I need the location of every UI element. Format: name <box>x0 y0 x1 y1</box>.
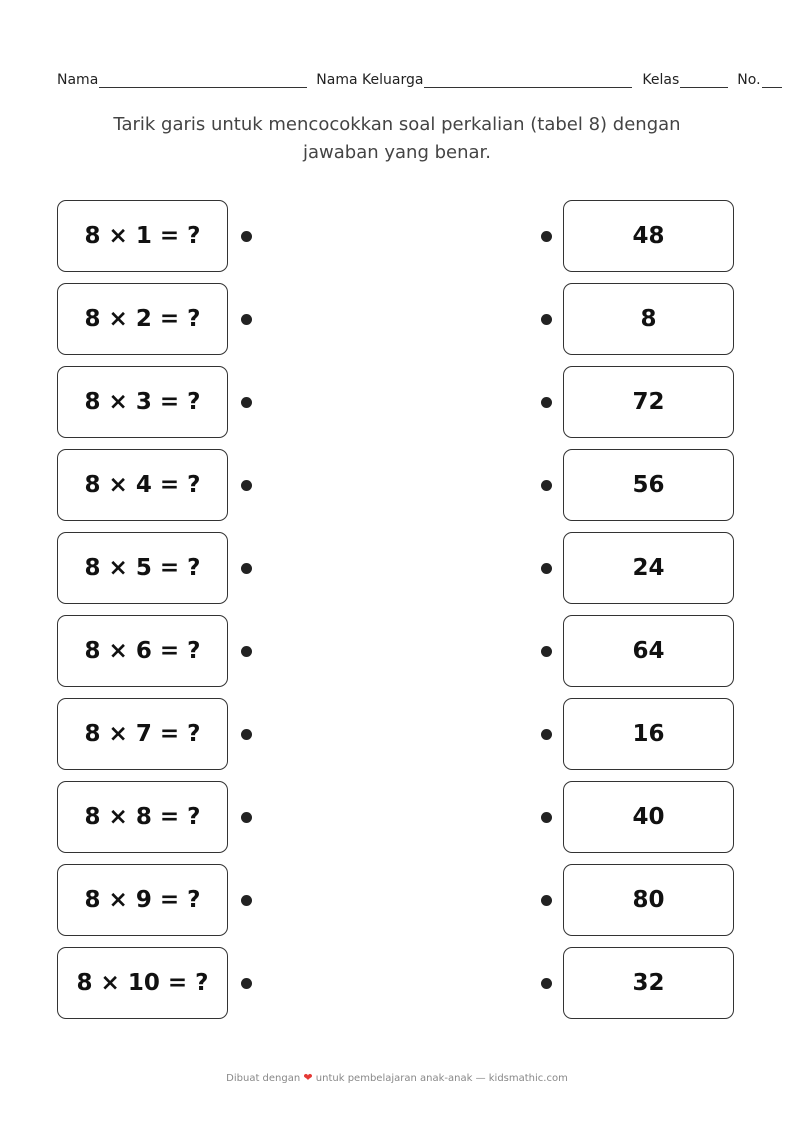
question-box: 8 × 4 = ? <box>57 449 228 521</box>
question-dot[interactable] <box>241 812 252 823</box>
answer-dot[interactable] <box>541 895 552 906</box>
answer-dot[interactable] <box>541 231 552 242</box>
question-box: 8 × 10 = ? <box>57 947 228 1019</box>
answer-dot[interactable] <box>541 646 552 657</box>
class-line[interactable] <box>680 73 728 88</box>
footer <box>0 1071 794 1084</box>
answer-box: 48 <box>563 200 734 272</box>
answer-dot[interactable] <box>541 812 552 823</box>
question-dot[interactable] <box>241 729 252 740</box>
instructions-line-1: Tarik garis untuk mencocokkan soal perkalian (tabel 8) dengan <box>113 114 681 135</box>
question-box: 8 × 9 = ? <box>57 864 228 936</box>
question-dot[interactable] <box>241 397 252 408</box>
answer-box: 8 <box>563 283 734 355</box>
footer-text-after: untuk pembelajaran anak-anak — kidsmathic.com <box>315 1073 568 1084</box>
class-field[interactable] <box>642 72 728 88</box>
question-dot[interactable] <box>241 978 252 989</box>
answer-dot[interactable] <box>541 563 552 574</box>
questions-column <box>57 200 228 1030</box>
question-dot[interactable] <box>241 895 252 906</box>
instructions <box>80 111 714 167</box>
family-name-line[interactable] <box>424 73 632 88</box>
number-field[interactable] <box>737 72 781 88</box>
student-info-header <box>57 66 794 88</box>
question-dot[interactable] <box>241 314 252 325</box>
number-label: No. <box>737 72 761 88</box>
question-box: 8 × 3 = ? <box>57 366 228 438</box>
answer-dot[interactable] <box>541 397 552 408</box>
answer-dot[interactable] <box>541 314 552 325</box>
name-label: Nama <box>57 72 99 88</box>
footer-text-before: Dibuat dengan <box>226 1073 301 1084</box>
name-field[interactable] <box>57 72 307 88</box>
instructions-line-2: jawaban yang benar. <box>302 142 491 163</box>
question-dot[interactable] <box>241 563 252 574</box>
answer-box: 40 <box>563 781 734 853</box>
family-name-field[interactable] <box>316 72 632 88</box>
answer-dot[interactable] <box>541 480 552 491</box>
answer-dot[interactable] <box>541 978 552 989</box>
answer-box: 16 <box>563 698 734 770</box>
answer-box: 72 <box>563 366 734 438</box>
answer-box: 56 <box>563 449 734 521</box>
question-dot[interactable] <box>241 646 252 657</box>
question-box: 8 × 6 = ? <box>57 615 228 687</box>
answer-box: 32 <box>563 947 734 1019</box>
question-dot[interactable] <box>241 231 252 242</box>
answer-box: 80 <box>563 864 734 936</box>
answer-dot[interactable] <box>541 729 552 740</box>
question-box: 8 × 5 = ? <box>57 532 228 604</box>
class-label: Kelas <box>642 72 680 88</box>
answers-column <box>563 200 734 1030</box>
family-name-label: Nama Keluarga <box>316 72 424 88</box>
answer-box: 64 <box>563 615 734 687</box>
question-box: 8 × 7 = ? <box>57 698 228 770</box>
heart-icon: ❤ <box>303 1071 313 1084</box>
question-box: 8 × 8 = ? <box>57 781 228 853</box>
name-line[interactable] <box>99 73 307 88</box>
question-box: 8 × 1 = ? <box>57 200 228 272</box>
answer-box: 24 <box>563 532 734 604</box>
question-dot[interactable] <box>241 480 252 491</box>
number-line[interactable] <box>762 73 782 88</box>
question-box: 8 × 2 = ? <box>57 283 228 355</box>
